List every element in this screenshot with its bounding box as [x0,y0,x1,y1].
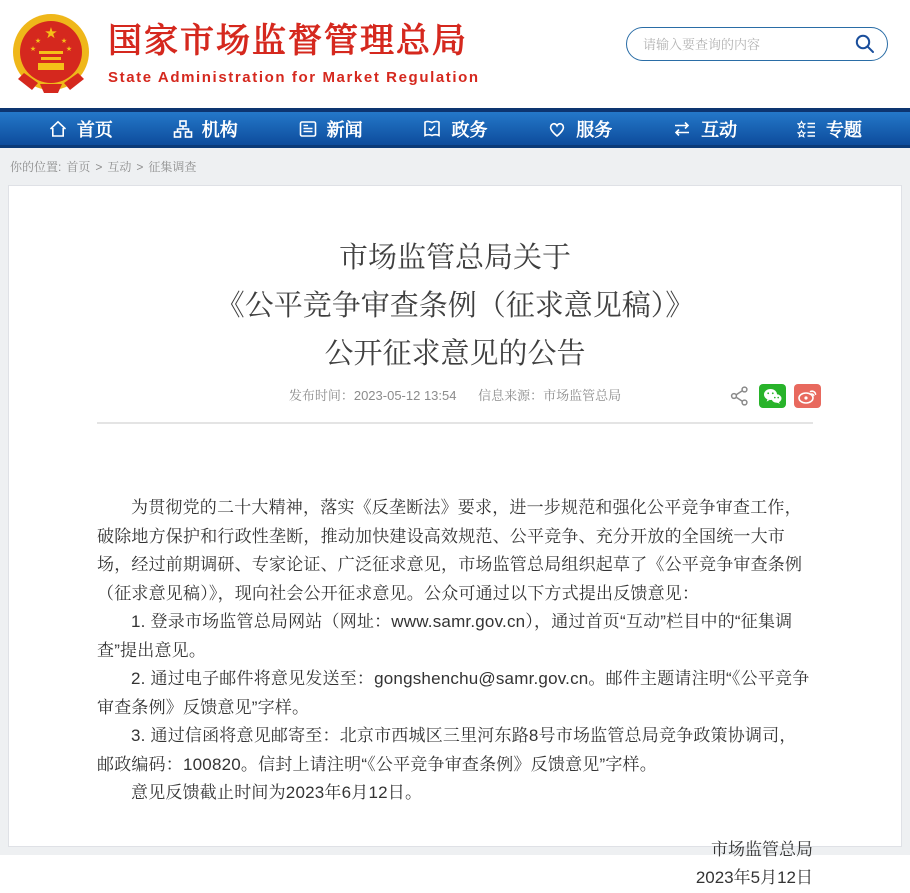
paragraph: 2. 通过电子邮件将意见发送至：gongshenchu@samr.gov.cn。邮件主题请注明“《公平竞争审查条例》反馈意见”字样。 [97,669,810,717]
site-subtitle: State Administration for Market Regulation [108,68,480,86]
meta-divider [97,422,813,424]
main-nav [0,108,910,148]
site-title: 国家市场监督管理总局 [108,22,468,61]
nav-item-label: 新闻 [326,119,363,140]
breadcrumb-item-survey[interactable]: 征集调查 [148,160,197,174]
site-header [0,0,910,108]
nav-item-gov-affairs[interactable] [422,116,487,142]
paragraph: 意见反馈截止时间为2023年6月12日。 [131,783,423,802]
breadcrumb [8,148,902,185]
article-meta [97,382,813,410]
signature-name: 市场监管总局 [711,839,813,859]
article-signature [97,836,813,893]
article-title-line: 市场监管总局关于 [338,242,571,274]
search-input[interactable] [626,27,888,61]
paragraph: 为贯彻党的二十大精神，落实《反垄断法》要求，进一步规范和强化公平竞争审查工作，破除地方保护和行政性垄断，推动加快建设高效规范、公平竞争、充分开放的全国统一大市场，经过前期调研、专家论证、广泛征求意见，市场监管总局组织起草了《公平竞争审查条例（征求意见稿）》，现向社会公开征求意见。公众可通过以下方式提出反馈意见： [97,498,803,603]
page-body [0,148,910,887]
share-icon[interactable] [729,385,751,407]
nav-item-label: 服务 [576,119,613,140]
site-search [626,27,888,61]
wechat-icon[interactable] [759,384,786,408]
nav-item-label: 专题 [825,119,862,140]
nav-item-news[interactable] [298,116,363,142]
home-icon [48,119,68,139]
nav-item-service[interactable] [547,116,612,142]
nav-item-label: 首页 [76,119,113,140]
nav-item-label: 机构 [201,119,238,140]
article-title-line: 《公平竞争审查条例（征求意见稿）》 [215,290,695,322]
breadcrumb-separator: > [136,159,144,174]
svg-text:★: ★ [60,38,68,45]
gov-affairs-icon [422,119,442,139]
interact-arrows-icon [672,119,692,139]
organization-icon [173,119,193,139]
news-icon [298,119,318,139]
nav-item-label: 互动 [701,119,738,140]
publish-time: 发布时间：2023-05-12 13:54 [288,388,457,403]
paragraph: 1. 登录市场监管总局网站（网址：www.samr.gov.cn），通过首页“互动”栏目中的“征集调查”提出意见。 [97,612,793,660]
service-heart-icon [547,119,567,139]
topics-list-icon [797,119,817,139]
breadcrumb-separator: > [95,159,103,174]
nav-item-topics[interactable] [797,116,862,142]
share-bar [729,384,821,408]
info-source: 信息来源：市场监管总局 [478,388,622,403]
article-title [97,234,813,378]
brand-block [108,22,480,85]
nav-item-interact[interactable] [672,116,737,142]
article-body [97,494,813,808]
paragraph: 3. 通过信函将意见邮寄至：北京市西城区三里河东路8号市场监管总局竞争政策协调司，邮政编码：100820。信封上请注明“《公平竞争审查条例》反馈意见”字样。 [97,726,797,774]
svg-text:★: ★ [65,46,73,53]
signature-date: 2023年5月12日 [695,868,813,887]
nav-item-label: 政务 [451,119,488,140]
breadcrumb-prefix: 你的位置: [10,160,62,174]
article-card [8,185,902,887]
national-emblem-logo [8,11,94,97]
svg-text:★: ★ [29,46,37,53]
nav-item-home[interactable] [48,116,113,142]
svg-text:★: ★ [44,25,58,42]
svg-text:★: ★ [34,38,42,45]
breadcrumb-item-interact[interactable]: 互动 [107,160,132,174]
nav-item-organization[interactable] [173,116,238,142]
breadcrumb-item-home[interactable]: 首页 [66,160,91,174]
article-title-line: 公开征求意见的公告 [324,338,586,370]
search-icon[interactable] [854,33,876,55]
weibo-icon[interactable] [794,384,821,408]
